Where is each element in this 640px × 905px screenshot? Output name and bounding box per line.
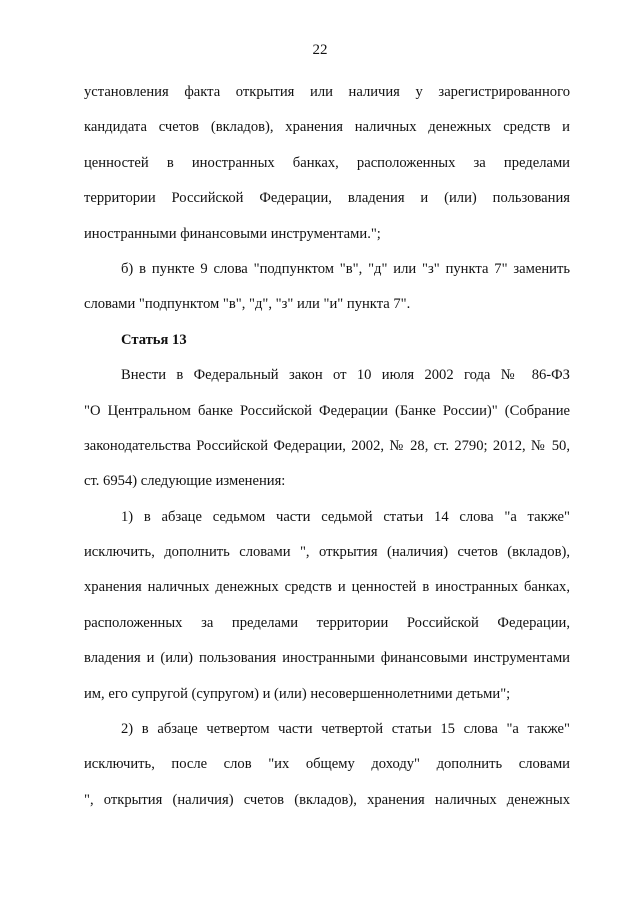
text-line: кандидата счетов (вкладов), хранения наличных денежных средств и bbox=[84, 119, 570, 136]
text-line: ст. 6954) следующие изменения: bbox=[84, 473, 286, 490]
text-line: законодательства Российской Федерации, 2002, № 28, ст. 2790; 2012, № 50, bbox=[84, 437, 570, 454]
text-line: ценностей в иностранных банках, расположенных за пределами bbox=[84, 154, 570, 171]
text-line: Внести в Федеральный закон от 10 июля 2002 года № 86-ФЗ bbox=[121, 367, 570, 384]
article-heading: Статья 13 bbox=[121, 331, 187, 348]
text-line: 2) в абзаце четвертом части четвертой статьи 15 слова "а также" bbox=[121, 721, 570, 738]
text-line: исключить, дополнить словами ", открытия (наличия) счетов (вкладов), bbox=[84, 544, 570, 561]
text-line: расположенных за пределами территории Российской Федерации, bbox=[84, 614, 570, 631]
text-line: иностранными финансовыми инструментами."; bbox=[84, 225, 381, 242]
text-line: им, его супругой (супругом) и (или) несовершеннолетними детьми"; bbox=[84, 685, 511, 702]
text-line: "О Центральном банке Российской Федерации (Банке России)" (Собрание bbox=[84, 402, 570, 419]
text-line: территории Российской Федерации, владения и (или) пользования bbox=[84, 190, 570, 207]
text-line: владения и (или) пользования иностранными финансовыми инструментами bbox=[84, 650, 570, 667]
text-line: исключить, после слов "их общему доходу" дополнить словами bbox=[84, 756, 570, 773]
text-line: установления факта открытия или наличия у зарегистрированного bbox=[84, 84, 570, 100]
text-line: ", открытия (наличия) счетов (вкладов), хранения наличных денежных bbox=[84, 791, 570, 808]
text-line: словами "подпунктом "в", "д", "з" или "и" пункта 7". bbox=[84, 296, 411, 313]
text-line: б) в пункте 9 слова "подпунктом "в", "д" или "з" пункта 7" заменить bbox=[121, 260, 570, 277]
text-line: 1) в абзаце седьмом части седьмой статьи 14 слова "а также" bbox=[121, 508, 570, 525]
text-line: хранения наличных денежных средств и ценностей в иностранных банках, bbox=[84, 579, 570, 596]
page-number: 22 bbox=[312, 42, 328, 58]
document-body bbox=[84, 75, 570, 818]
